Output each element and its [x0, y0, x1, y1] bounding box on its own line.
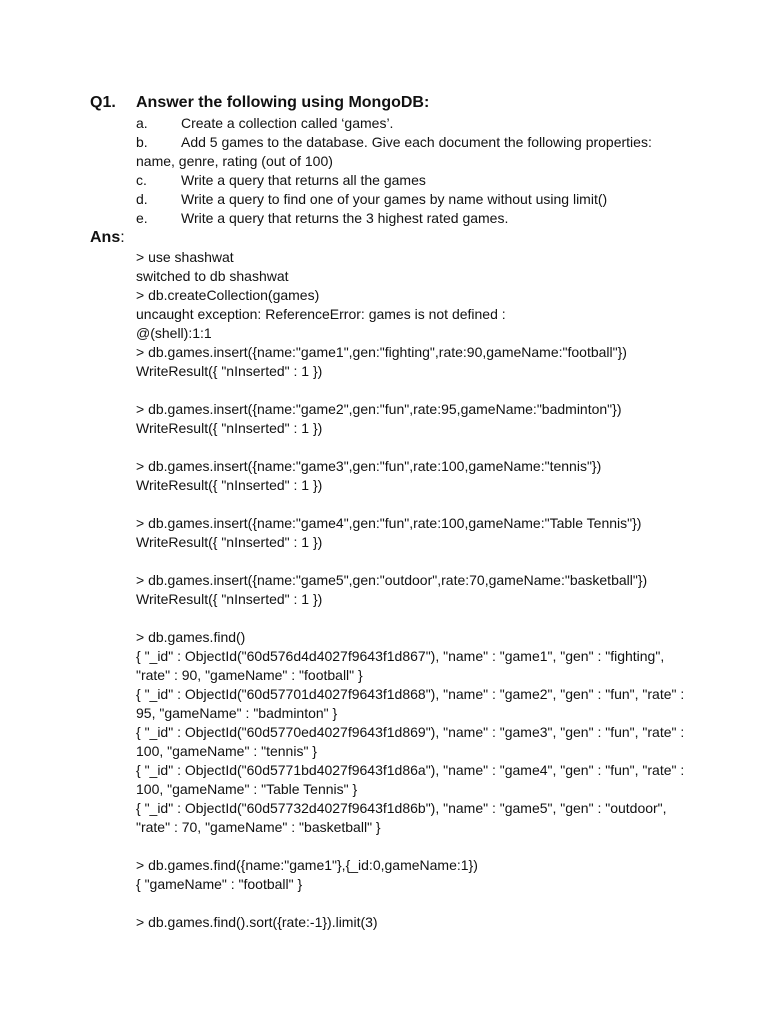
subitem-d [136, 190, 696, 209]
console-line: { "_id" : ObjectId("60d5770ed4027f9643f1d869"), "name" : "game3", "gen" : "fun", "rate" : [136, 724, 685, 740]
subitem-b-continuation [136, 152, 696, 171]
console-line: WriteResult({ "nInserted" : 1 }) [136, 420, 323, 436]
console-line [136, 495, 696, 514]
console-line: WriteResult({ "nInserted" : 1 }) [136, 591, 323, 607]
subitem-e [136, 209, 696, 228]
console-line: > db.games.insert({name:"game3",gen:"fun",rate:100,gameName:"tennis"}) [136, 458, 602, 474]
question-title: Answer the following using MongoDB: [136, 94, 430, 111]
console-line: WriteResult({ "nInserted" : 1 }) [136, 477, 323, 493]
subitem-letter: e. [136, 210, 148, 226]
console-line: { "_id" : ObjectId("60d576d4d4027f9643f1d867"), "name" : "game1", "gen" : "fighting", [136, 648, 665, 664]
console-transcript [136, 248, 696, 932]
console-line: > db.games.insert({name:"game1",gen:"fighting",rate:90,gameName:"football"}) [136, 344, 627, 360]
console-line: > db.games.insert({name:"game4",gen:"fun",rate:100,gameName:"Table Tennis"}) [136, 515, 642, 531]
subitem-letter: c. [136, 172, 147, 188]
console-line: > db.games.insert({name:"game2",gen:"fun",rate:95,gameName:"badminton"}) [136, 401, 622, 417]
console-line: WriteResult({ "nInserted" : 1 }) [136, 363, 323, 379]
console-line: @(shell):1:1 [136, 325, 212, 341]
console-line [136, 609, 696, 628]
console-line: > db.games.find().sort({rate:-1}).limit(3) [136, 914, 378, 930]
console-line: > db.games.find({name:"game1"},{_id:0,gameName:1}) [136, 857, 478, 873]
console-line [136, 381, 696, 400]
console-line: 100, "gameName" : "Table Tennis" } [136, 781, 358, 797]
console-line: "rate" : 90, "gameName" : "football" } [136, 667, 363, 683]
subitem-text: Write a query that returns all the games [181, 172, 426, 188]
console-line: > db.games.insert({name:"game5",gen:"outdoor",rate:70,gameName:"basketball"}) [136, 572, 648, 588]
console-line: { "_id" : ObjectId("60d57732d4027f9643f1d86b"), "name" : "game5", "gen" : "outdoor", [136, 800, 667, 816]
console-line: { "_id" : ObjectId("60d57701d4027f9643f1d868"), "name" : "game2", "gen" : "fun", "rate" : [136, 686, 685, 702]
console-line: "rate" : 70, "gameName" : "basketball" } [136, 819, 381, 835]
console-line: > use shashwat [136, 249, 234, 265]
answer-label-text: Ans [90, 229, 121, 246]
console-line: WriteResult({ "nInserted" : 1 }) [136, 534, 323, 550]
subitem-letter: a. [136, 115, 148, 131]
subitem-continuation-text: name, genre, rating (out of 100) [136, 153, 333, 169]
console-line [136, 552, 696, 571]
console-line [136, 894, 696, 913]
console-line: { "_id" : ObjectId("60d5771bd4027f9643f1d86a"), "name" : "game4", "gen" : "fun", "rate" : [136, 762, 685, 778]
console-line: > db.games.find() [136, 629, 246, 645]
console-line [136, 837, 696, 856]
question-subitems [136, 114, 696, 228]
subitem-letter: b. [136, 134, 148, 150]
console-line: switched to db shashwat [136, 268, 289, 284]
subitem-c [136, 171, 696, 190]
subitem-a [136, 114, 696, 133]
console-line [136, 438, 696, 457]
console-line: 100, "gameName" : "tennis" } [136, 743, 317, 759]
subitem-text: Write a query to find one of your games by name without using limit() [181, 191, 608, 207]
subitem-b [136, 133, 696, 152]
console-line: { "gameName" : "football" } [136, 876, 303, 892]
question-number: Q1. [90, 94, 116, 111]
answer-label-colon: : [120, 229, 125, 246]
subitem-text: Create a collection called ‘games’. [181, 115, 394, 131]
console-line: > db.createCollection(games) [136, 287, 320, 303]
subitem-letter: d. [136, 191, 148, 207]
subitem-text: Add 5 games to the database. Give each document the following properties: [181, 134, 652, 150]
console-line: uncaught exception: ReferenceError: games is not defined : [136, 306, 506, 322]
subitem-text: Write a query that returns the 3 highest rated games. [181, 210, 509, 226]
console-line: 95, "gameName" : "badminton" } [136, 705, 338, 721]
answer-label [90, 228, 125, 248]
